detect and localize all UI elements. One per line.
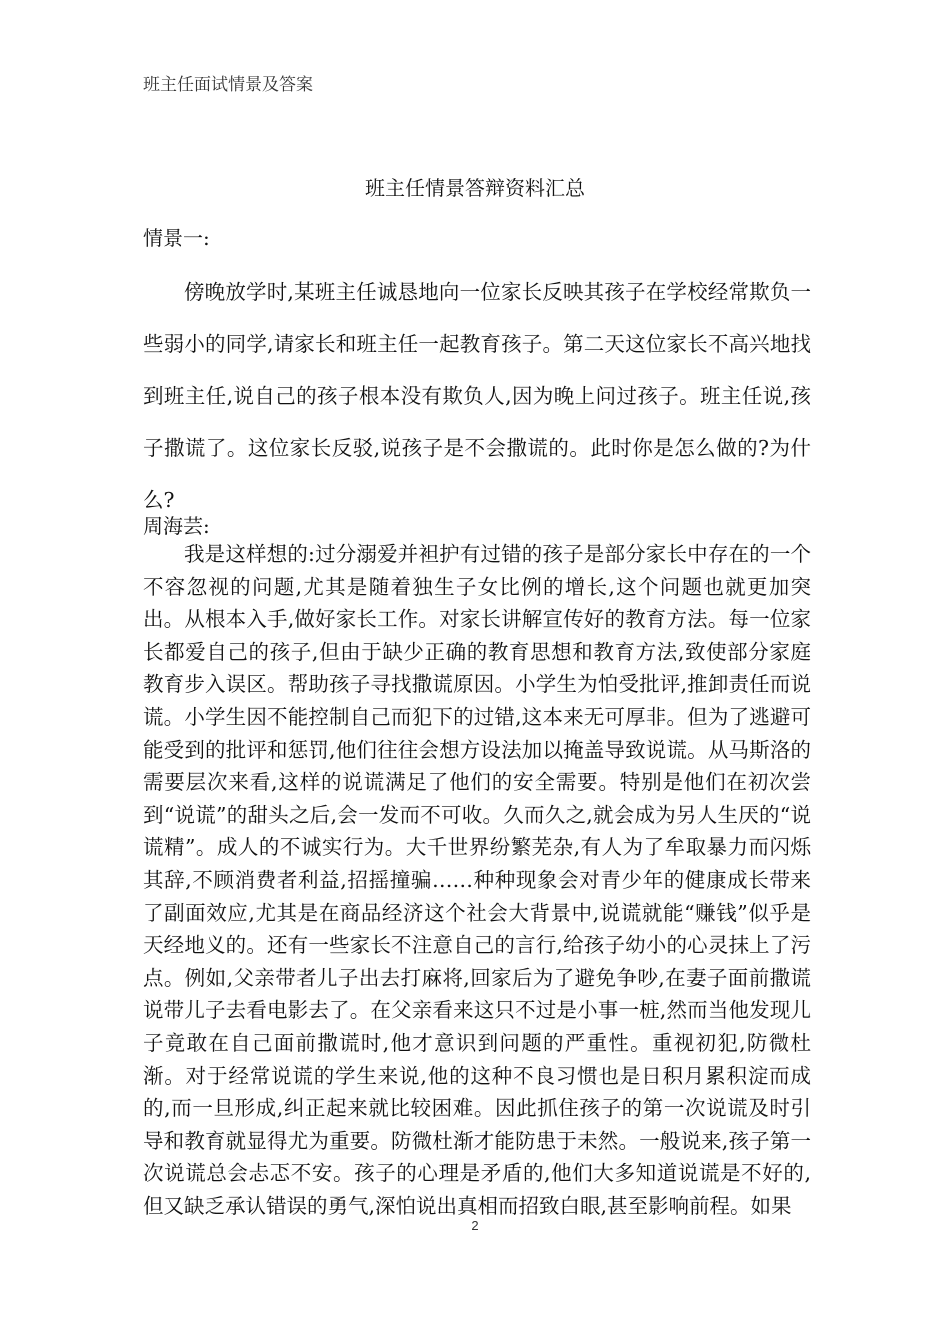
- section-heading: 情景一:: [143, 226, 210, 250]
- respondent-name: 周海芸:: [143, 514, 210, 538]
- document-title: 班主任情景答辩资料汇总: [365, 176, 585, 200]
- answer-paragraph: 我是这样想的:过分溺爱并袒护有过错的孩子是部分家长中存在的一个不容忽视的问题,尤其是随着独生子女比例的增长,这个问题也就更加突出。从根本入手,做好家长工作。对家长讲解宣传好的教育方法。每一位家长都爱自己的孩子,但由于缺少正确的教育思想和教育方法,致使部分家庭教育步入误区。帮助孩子寻找撒谎原因。小学生为怕受批评,推卸责任而说谎。小学生因不能控制自己而犯下的过错,这本来无可厚非。但为了逃避可能受到的批评和惩罚,他们往往会想方设法加以掩盖导致说谎。从马斯洛的需要层次来看,这样的说谎满足了他们的安全需要。特别是他们在初次尝到“说谎”的甜头之后,会一发而不可收。久而久之,就会成为另人生厌的“说谎精”。成人的不诚实行为。大千世界纷繁芜杂,有人为了牟取暴力而闪烁其辞,不顾消费者利益,招摇撞骗……种种现象会对青少年的健康成长带来了副面效应,尤其是在商品经济这个社会大背景中,说谎就能“赚钱”似乎是天经地义的。还有一些家长不注意自己的言行,给孩子幼小的心灵抹上了污点。例如,父亲带者儿子出去打麻将,回家后为了避免争吵,在妻子面前撒谎说带儿子去看电影去了。在父亲看来这只不过是小事一桩,然而当他发现儿子竟敢在自己面前撒谎时,他才意识到问题的严重性。重视初犯,防微杜渐。对于经常说谎的学生来说,他的这种不良习惯也是日积月累积淀而成的,而一旦形成,纠正起来就比较困难。因此抓住孩子的第一次说谎及时引导和教育就显得尤为重要。防微杜渐才能防患于未然。一般说来,孩子第一次说谎总会忐忑不安。孩子的心理是矛盾的,他们大多知道说谎是不好的,但又缺乏承认错误的勇气,深怕说出真相而招致白眼,甚至影响前程。如果: [143, 542, 811, 1218]
- page-number: 2: [471, 1218, 479, 1233]
- running-header: 班主任面试情景及答案: [143, 75, 313, 94]
- scenario-paragraph: 傍晚放学时,某班主任诚恳地向一位家长反映其孩子在学校经常欺负一些弱小的同学,请家长和班主任一起教育孩子。第二天这位家长不高兴地找到班主任,说自己的孩子根本没有欺负人,因为晚上问过孩子。班主任说,孩子撒谎了。这位家长反驳,说孩子是不会撒谎的。此时你是怎么做的?为什么?: [143, 280, 811, 512]
